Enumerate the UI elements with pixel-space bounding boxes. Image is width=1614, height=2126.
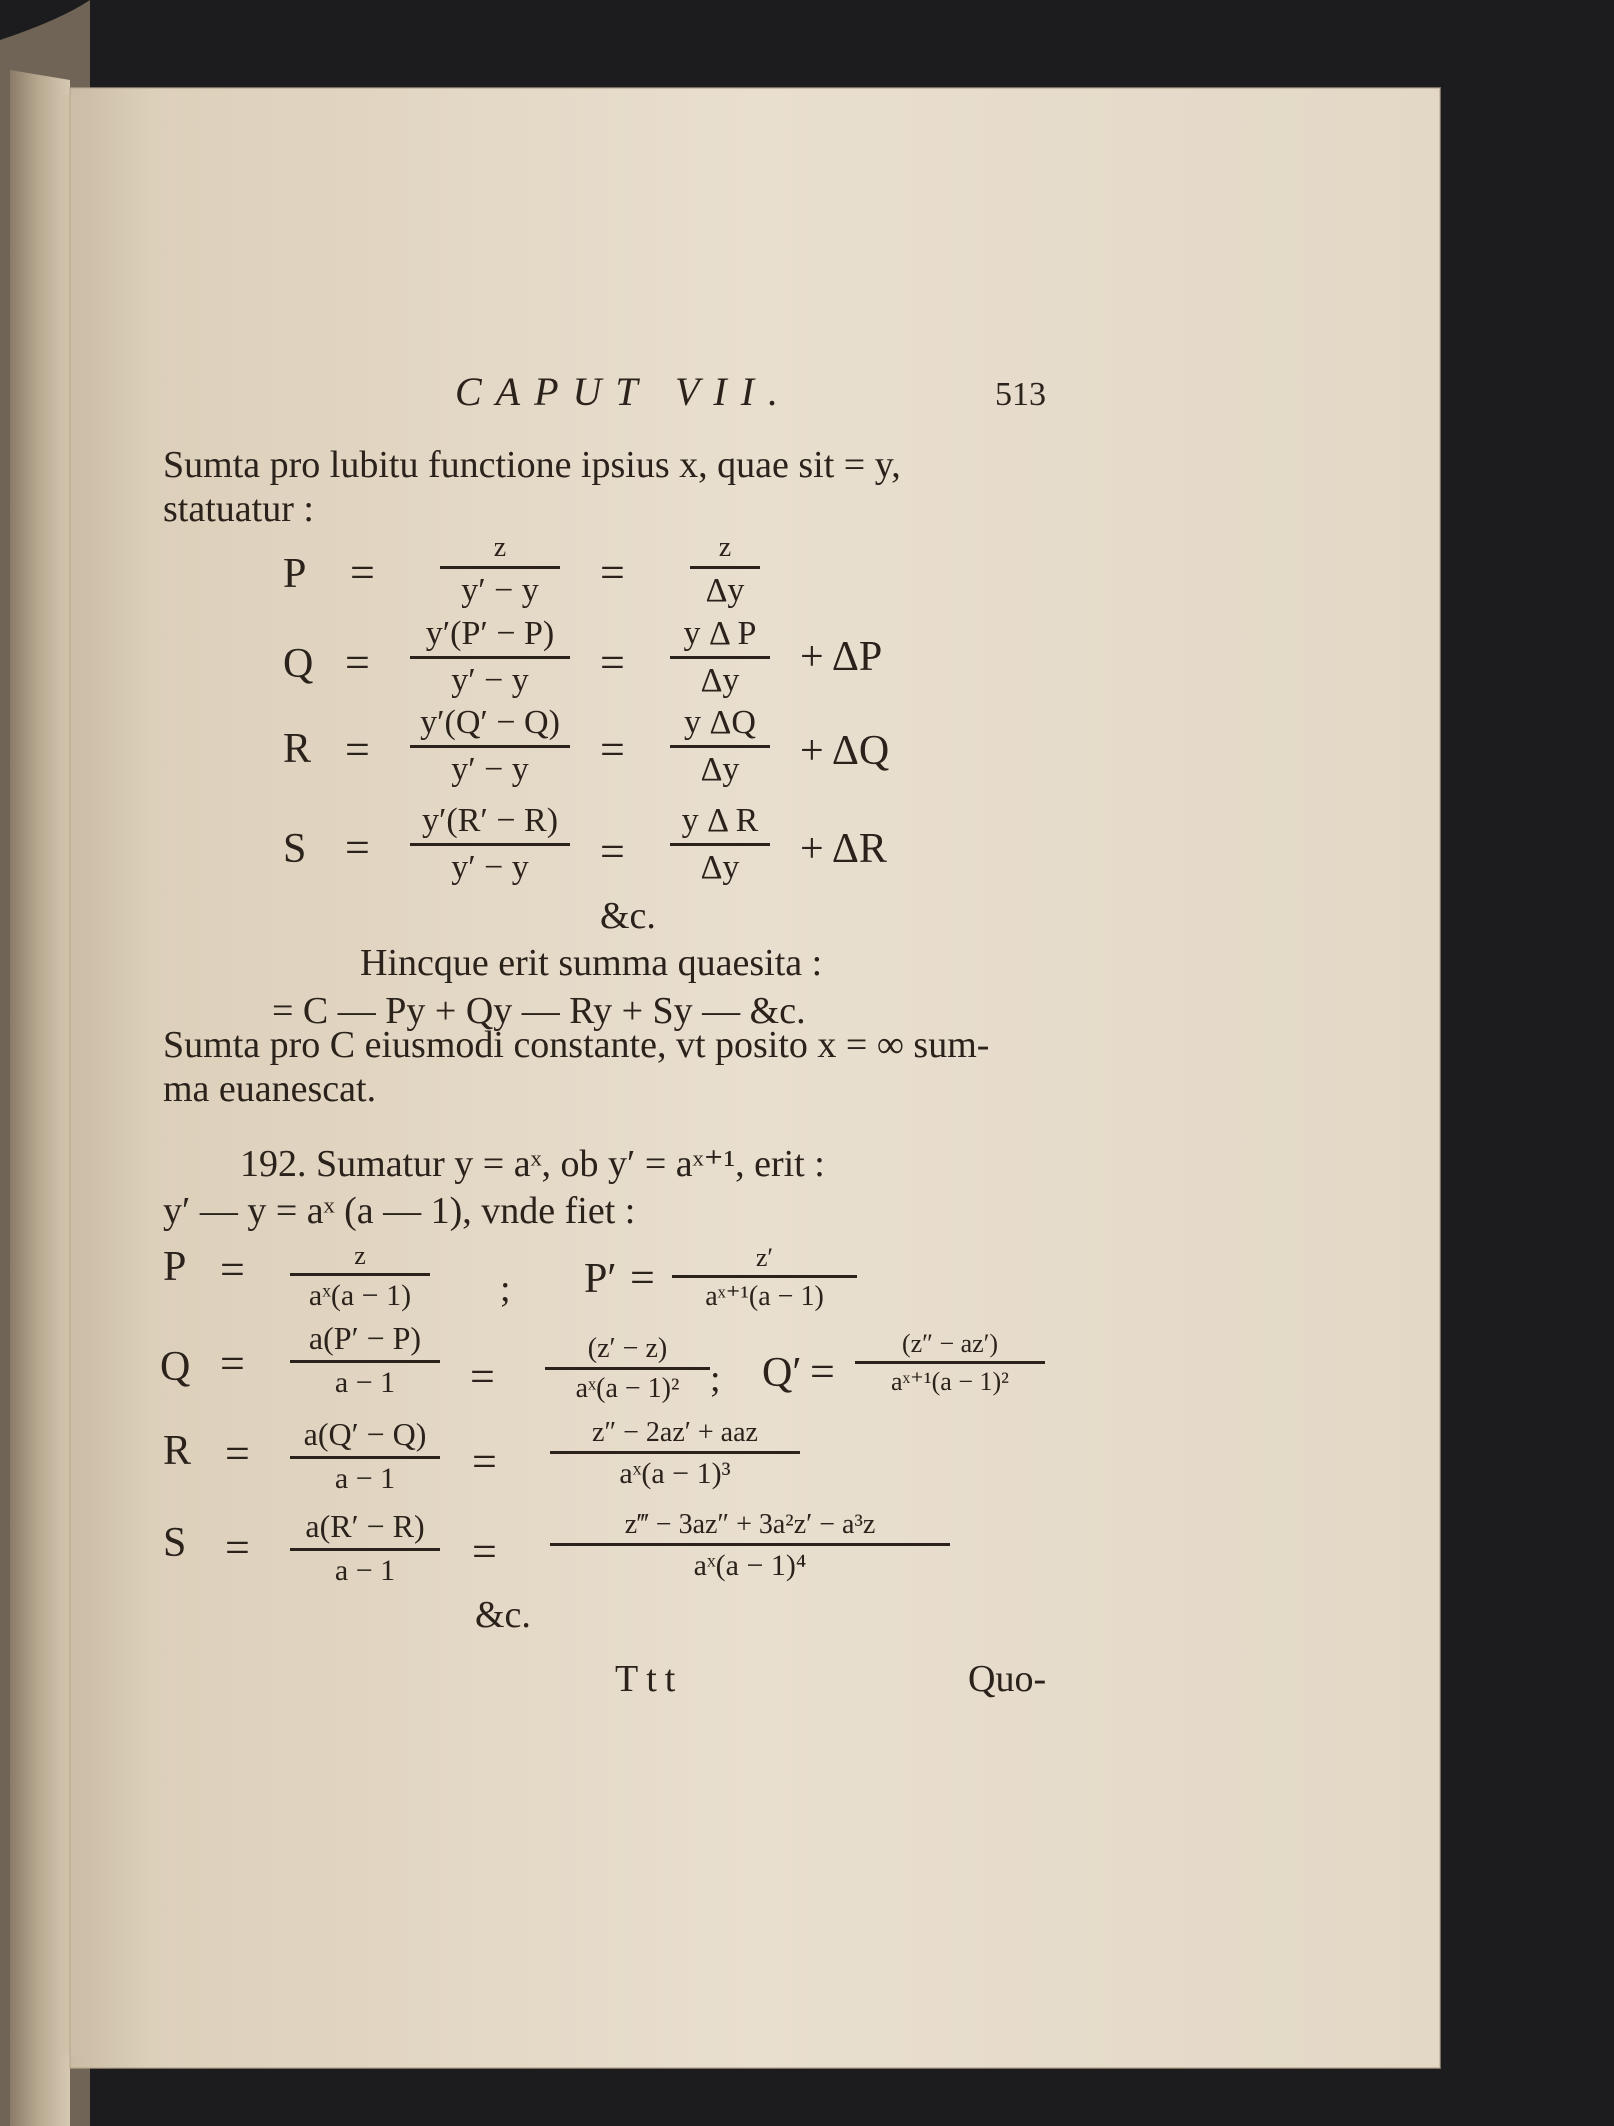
- eq2-pprime-equals: =: [630, 1253, 655, 1302]
- eq2-pprime-lhs: P′: [584, 1256, 617, 1302]
- numerator: z′: [755, 1243, 774, 1272]
- fraction-bar: [670, 745, 770, 748]
- numerator: y′(R′ − R): [421, 802, 559, 839]
- eq1-p-fraction-1: [440, 533, 560, 609]
- eq1-s-lhs: S: [283, 826, 307, 872]
- eq1-q-tail: + ΔP: [800, 634, 883, 680]
- eq1-p-equals: =: [350, 548, 375, 597]
- denominator: a − 1: [334, 1553, 396, 1587]
- eq1-p-lhs: P: [283, 551, 307, 597]
- numerator: y′(Q′ − Q): [420, 704, 560, 741]
- eq1-r-equals: =: [345, 725, 370, 774]
- numerator: (z′ − z): [587, 1333, 668, 1364]
- section-192-line-1: 192. Sumatur y = aˣ, ob y′ = aˣ⁺¹, erit :: [240, 1143, 825, 1185]
- denominator: aˣ(a − 1)²: [575, 1373, 680, 1405]
- fraction-bar: [290, 1548, 440, 1551]
- denominator: a − 1: [334, 1461, 396, 1495]
- chapter-heading: CAPUT VII.: [455, 369, 793, 414]
- numerator: y ΔQ: [684, 704, 756, 741]
- eq2-s-equals: =: [225, 1523, 250, 1572]
- eq2-qprime-lhs: Q′: [762, 1350, 802, 1396]
- eq1-s-tail: + ΔR: [800, 826, 887, 872]
- denominator: aˣ(a − 1)³: [619, 1457, 731, 1491]
- eq2-q-equals-2: =: [470, 1352, 495, 1401]
- intro-line-2: statuatur :: [163, 488, 314, 530]
- etc-1: &c.: [600, 895, 656, 937]
- fraction-bar: [690, 566, 760, 569]
- eq1-s-equals-2: =: [600, 827, 625, 876]
- eq1-r-fraction-2: [670, 705, 770, 787]
- eq2-q-fraction-1: [290, 1322, 440, 1398]
- eq2-s-lhs: S: [163, 1520, 187, 1566]
- fraction-bar: [410, 745, 570, 748]
- eq2-q-lhs: Q: [160, 1344, 191, 1390]
- numerator: z‴ − 3az″ + 3a²z′ − a³z: [624, 1509, 876, 1540]
- eq1-r-tail: + ΔQ: [800, 728, 890, 774]
- fraction-bar: [855, 1361, 1045, 1364]
- eq2-s-equals-2: =: [472, 1527, 497, 1576]
- numerator: y Δ R: [681, 802, 759, 839]
- signature-mark: Ttt: [615, 1658, 684, 1700]
- eq1-q-fraction-2: [670, 616, 770, 698]
- fraction-bar: [550, 1543, 950, 1546]
- denominator: a − 1: [334, 1365, 396, 1399]
- numerator: z: [493, 532, 507, 563]
- sum-formula: = C — Py + Qy — Ry + Sy — &c.: [272, 990, 806, 1032]
- eq2-p-lhs: P: [163, 1244, 187, 1290]
- eq1-r-fraction-1: [410, 705, 570, 787]
- fraction-bar: [290, 1456, 440, 1459]
- denominator: aˣ⁺¹(a − 1): [705, 1281, 824, 1313]
- numerator: z: [354, 1241, 366, 1270]
- fraction-bar: [672, 1275, 857, 1278]
- eq1-q-equals-2: =: [600, 638, 625, 687]
- eq2-r-equals-2: =: [472, 1437, 497, 1486]
- page-number: 513: [995, 376, 1046, 413]
- fraction-bar: [440, 566, 560, 569]
- eq2-r-lhs: R: [163, 1428, 192, 1474]
- eq2-q-fraction-2: [545, 1334, 710, 1404]
- eq1-q-lhs: Q: [283, 641, 314, 687]
- fraction-bar: [410, 656, 570, 659]
- numerator: a(R′ − R): [305, 1508, 425, 1544]
- numerator: (z″ − az′): [901, 1329, 999, 1358]
- denominator: y′ − y: [451, 661, 529, 699]
- constant-note-line-1: Sumta pro C eiusmodi constante, vt posito x = ∞ sum-: [163, 1024, 990, 1066]
- fraction-bar: [290, 1273, 430, 1276]
- denominator: y′ − y: [451, 750, 529, 788]
- eq1-s-fraction-1: [410, 803, 570, 885]
- sum-intro: Hincque erit summa quaesita :: [360, 942, 823, 984]
- numerator: y′(P′ − P): [425, 615, 555, 652]
- etc-2: &c.: [475, 1594, 531, 1636]
- denominator: aˣ(a − 1)⁴: [693, 1549, 807, 1583]
- denominator: aˣ(a − 1): [308, 1279, 412, 1313]
- eq1-q-equals: =: [345, 638, 370, 687]
- constant-note-line-2: ma euanescat.: [163, 1068, 377, 1110]
- eq1-p-fraction-2: [690, 533, 760, 609]
- eq1-q-fraction-1: [410, 616, 570, 698]
- eq2-p-separator: ;: [500, 1268, 511, 1310]
- numerator: a(Q′ − Q): [303, 1416, 427, 1452]
- catchword: Quo-: [968, 1658, 1047, 1700]
- numerator: z″ − 2az′ + aaz: [592, 1417, 758, 1448]
- numerator: a(P′ − P): [308, 1320, 422, 1356]
- eq1-s-fraction-2: [670, 803, 770, 885]
- eq2-qprime-equals: =: [810, 1347, 835, 1396]
- eq2-p-equals: =: [220, 1245, 245, 1294]
- fraction-bar: [550, 1451, 800, 1454]
- denominator: Δy: [700, 750, 740, 788]
- fraction-bar: [290, 1360, 440, 1363]
- fraction-bar: [670, 843, 770, 846]
- fraction-bar: [545, 1367, 710, 1370]
- eq2-r-fraction-2: [550, 1418, 800, 1490]
- intro-line-1: Sumta pro lubitu functione ipsius x, quae sit = y,: [163, 444, 901, 486]
- eq2-r-fraction-1: [290, 1418, 440, 1494]
- fraction-bar: [410, 843, 570, 846]
- eq2-p-fraction: [290, 1242, 430, 1312]
- denominator: y′ − y: [451, 848, 529, 886]
- denominator: aˣ⁺¹(a − 1)²: [891, 1367, 1009, 1397]
- eq2-s-fraction-2: [550, 1510, 950, 1582]
- eq1-p-equals-2: =: [600, 548, 625, 597]
- eq2-qprime-fraction: [855, 1330, 1045, 1396]
- eq2-pprime-fraction: [672, 1244, 857, 1312]
- numerator: z: [718, 532, 732, 563]
- eq2-q-separator: ;: [710, 1358, 721, 1400]
- denominator: Δy: [700, 661, 740, 699]
- eq2-q-equals: =: [220, 1339, 245, 1388]
- eq1-r-lhs: R: [283, 726, 312, 772]
- denominator: Δy: [700, 848, 740, 886]
- fraction-bar: [670, 656, 770, 659]
- eq1-r-equals-2: =: [600, 725, 625, 774]
- eq2-s-fraction-1: [290, 1510, 440, 1586]
- denominator: y′ − y: [461, 572, 539, 610]
- denominator: Δy: [705, 572, 745, 610]
- section-192-line-2: y′ — y = aˣ (a — 1), vnde fiet :: [163, 1190, 636, 1232]
- eq2-r-equals: =: [225, 1429, 250, 1478]
- eq1-s-equals: =: [345, 823, 370, 872]
- numerator: y Δ P: [683, 615, 757, 652]
